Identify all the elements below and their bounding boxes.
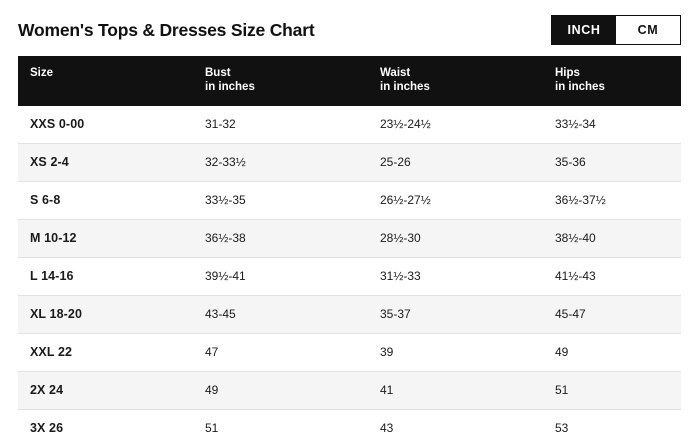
cell-bust: 36½-38 — [193, 219, 368, 257]
cell-hips: 45-47 — [543, 295, 681, 333]
column-header-size — [18, 56, 193, 106]
cell-bust: 49 — [193, 371, 368, 409]
cell-hips: 35-36 — [543, 143, 681, 181]
cell-waist: 28½-30 — [368, 219, 543, 257]
cell-hips: 51 — [543, 371, 681, 409]
table-row — [18, 106, 681, 144]
column-header-waist-title: Waist — [380, 67, 411, 79]
cell-bust: 43-45 — [193, 295, 368, 333]
table-row — [18, 219, 681, 257]
cell-size: S 6-8 — [18, 181, 193, 219]
unit-toggle[interactable] — [551, 15, 681, 45]
cell-hips: 33½-34 — [543, 106, 681, 144]
cell-size: L 14-16 — [18, 257, 193, 295]
size-chart-table — [18, 56, 681, 447]
column-header-hips — [543, 56, 681, 106]
cell-size: XXS 0-00 — [18, 106, 193, 144]
cell-hips: 38½-40 — [543, 219, 681, 257]
column-header-bust-sub: in inches — [205, 81, 255, 94]
column-header-waist — [368, 56, 543, 106]
cell-waist: 26½-27½ — [368, 181, 543, 219]
cell-waist: 35-37 — [368, 295, 543, 333]
table-body — [18, 106, 681, 447]
column-header-bust-title: Bust — [205, 67, 231, 79]
cell-waist: 43 — [380, 421, 394, 436]
table-row — [18, 181, 681, 219]
cell-bust: 32-33½ — [193, 143, 368, 181]
cell-size: 3X 26 — [30, 420, 64, 435]
table-row — [18, 333, 681, 371]
cell-hips: 49 — [543, 333, 681, 371]
unit-toggle-cm[interactable]: CM — [616, 16, 680, 44]
column-header-waist-sub: in inches — [380, 81, 430, 94]
cell-hips: 36½-37½ — [543, 181, 681, 219]
table-header — [18, 56, 681, 106]
cell-size: M 10-12 — [18, 219, 193, 257]
cell-bust: 47 — [193, 333, 368, 371]
table-row — [18, 143, 681, 181]
cell-size: XS 2-4 — [18, 143, 193, 181]
page-header — [18, 0, 681, 56]
cell-size: XXL 22 — [18, 333, 193, 371]
cell-size: XL 18-20 — [18, 295, 193, 333]
table-row — [18, 409, 681, 447]
cell-waist: 31½-33 — [368, 257, 543, 295]
cell-bust: 31-32 — [193, 106, 368, 144]
cell-waist: 25-26 — [368, 143, 543, 181]
cell-hips: 53 — [555, 421, 569, 436]
column-header-size-title: Size — [30, 67, 54, 79]
cell-waist: 39 — [368, 333, 543, 371]
cell-bust: 39½-41 — [193, 257, 368, 295]
cell-waist: 41 — [368, 371, 543, 409]
cell-hips: 41½-43 — [543, 257, 681, 295]
column-header-hips-title: Hips — [555, 67, 580, 79]
cell-bust: 51 — [205, 421, 219, 436]
page-title: Women's Tops & Dresses Size Chart — [18, 19, 315, 40]
unit-toggle-inch[interactable]: INCH — [552, 16, 616, 44]
table-row — [18, 371, 681, 409]
cell-waist: 23½-24½ — [368, 106, 543, 144]
table-row — [18, 257, 681, 295]
cell-bust: 33½-35 — [193, 181, 368, 219]
column-header-bust — [193, 56, 368, 106]
column-header-hips-sub: in inches — [555, 81, 605, 94]
table-header-row — [18, 56, 681, 106]
cell-size: 2X 24 — [18, 371, 193, 409]
table-row — [18, 295, 681, 333]
